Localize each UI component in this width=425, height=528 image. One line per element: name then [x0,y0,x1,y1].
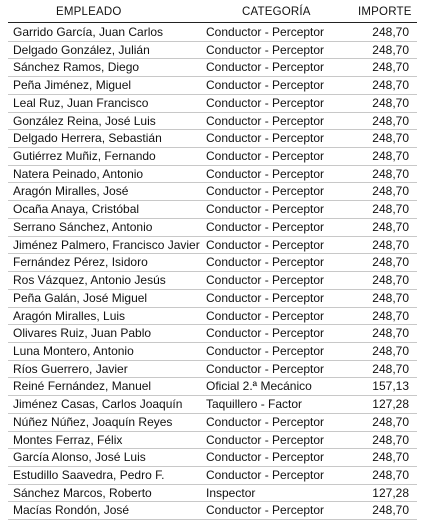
cell-categoria: Conductor - Perceptor [206,255,325,270]
cell-importe: 248,70 [372,219,409,234]
cell-categoria: Conductor - Perceptor [206,361,325,376]
cell-empleado: Natera Peinado, Antonio [13,166,144,181]
cell-empleado: Delgado González, Julián [13,42,150,57]
cell-importe: 248,70 [372,414,409,429]
cell-categoria: Conductor - Perceptor [206,450,325,465]
table-row [8,77,417,95]
cell-empleado: Leal Ruz, Juan Francisco [13,95,149,110]
cell-importe: 248,70 [372,503,409,518]
table-row [8,467,417,485]
cell-importe: 248,70 [372,149,409,164]
cell-importe: 248,70 [372,60,409,75]
cell-importe: 248,70 [372,308,409,323]
cell-categoria: Inspector [206,485,256,500]
table-row [8,414,417,432]
cell-importe: 248,70 [372,255,409,270]
table-row [8,502,417,520]
cell-categoria: Conductor - Perceptor [206,467,325,482]
table-row [8,272,417,290]
cell-empleado: Núñez Núñez, Joaquín Reyes [13,414,173,429]
header-divider [8,22,417,23]
table-row [8,361,417,379]
cell-empleado: Aragón Miralles, José [13,184,129,199]
cell-importe: 248,70 [372,237,409,252]
cell-empleado: Gutiérrez Muñiz, Fernando [13,149,156,164]
cell-empleado: Montes Ferraz, Félix [13,432,123,447]
cell-empleado: Peña Galán, José Miguel [13,290,148,305]
cell-importe: 248,70 [372,95,409,110]
table-row [8,201,417,219]
cell-categoria: Conductor - Perceptor [206,343,325,358]
cell-empleado: Jiménez Palmero, Francisco Javier [13,237,200,252]
cell-categoria: Conductor - Perceptor [206,308,325,323]
cell-empleado: Fernández Pérez, Isidoro [13,255,148,270]
table-body [0,24,425,520]
cell-categoria: Conductor - Perceptor [206,166,325,181]
table-row [8,59,417,77]
cell-empleado: Olivares Ruiz, Juan Pablo [13,326,152,341]
cell-importe: 248,70 [372,343,409,358]
cell-empleado: Sánchez Ramos, Diego [13,60,140,75]
table-row [8,166,417,184]
cell-empleado: Aragón Miralles, Luis [13,308,126,323]
cell-importe: 248,70 [372,467,409,482]
cell-categoria: Conductor - Perceptor [206,414,325,429]
column-header-importe: IMPORTE [358,6,412,18]
cell-empleado: García Alonso, José Luis [13,450,146,465]
table-row [8,396,417,414]
cell-categoria: Conductor - Perceptor [206,78,325,93]
cell-importe: 248,70 [372,78,409,93]
cell-importe: 248,70 [372,166,409,181]
table-row [8,432,417,450]
table-row [8,254,417,272]
cell-categoria: Conductor - Perceptor [206,273,325,288]
column-header-categoria: CATEGORÍA [242,6,311,18]
cell-categoria: Oficial 2.ª Mecánico [206,379,312,394]
cell-empleado: Ros Vázquez, Antonio Jesús [13,273,166,288]
cell-empleado: Jiménez Casas, Carlos Joaquín [13,397,183,412]
cell-empleado: Peña Jiménez, Miguel [13,78,132,93]
cell-importe: 157,13 [372,379,409,394]
cell-importe: 248,70 [372,113,409,128]
cell-importe: 248,70 [372,42,409,57]
cell-empleado: Sánchez Marcos, Roberto [13,485,152,500]
cell-empleado: González Reina, José Luis [13,113,156,128]
cell-categoria: Conductor - Perceptor [206,42,325,57]
cell-importe: 248,70 [372,361,409,376]
cell-categoria: Conductor - Perceptor [206,131,325,146]
cell-empleado: Luna Montero, Antonio [13,343,134,358]
cell-categoria: Conductor - Perceptor [206,432,325,447]
cell-empleado: Garrido García, Juan Carlos [13,25,164,39]
cell-categoria: Taquillero - Factor [206,397,303,412]
table-row [8,219,417,237]
table-row [8,95,417,113]
table-row [8,113,417,131]
cell-categoria: Conductor - Perceptor [206,202,325,217]
table-row [8,148,417,166]
cell-categoria: Conductor - Perceptor [206,237,325,252]
cell-importe: 248,70 [372,326,409,341]
table-row [8,24,417,42]
cell-importe: 248,70 [372,202,409,217]
cell-importe: 248,70 [372,450,409,465]
cell-empleado: Estudillo Saavedra, Pedro F. [13,467,165,482]
table-row [8,237,417,255]
table-row [8,308,417,326]
cell-empleado: Ocaña Anaya, Cristóbal [13,202,140,217]
cell-empleado: Delgado Herrera, Sebastián [13,131,162,146]
cell-importe: 127,28 [372,397,409,412]
cell-importe: 127,28 [372,485,409,500]
table-row [8,183,417,201]
cell-importe: 248,70 [372,131,409,146]
cell-categoria: Conductor - Perceptor [206,149,325,164]
column-header-empleado: EMPLEADO [56,6,122,18]
table-row [8,485,417,503]
cell-importe: 248,70 [372,25,409,39]
table-row [8,325,417,343]
cell-categoria: Conductor - Perceptor [206,219,325,234]
cell-categoria: Conductor - Perceptor [206,503,325,518]
cell-categoria: Conductor - Perceptor [206,113,325,128]
cell-empleado: Reiné Fernández, Manuel [13,379,152,394]
table-row [8,449,417,467]
table-row [8,290,417,308]
cell-importe: 248,70 [372,184,409,199]
cell-importe: 248,70 [372,273,409,288]
cell-empleado: Macías Rondón, José [13,503,130,518]
cell-importe: 248,70 [372,290,409,305]
cell-empleado: Serrano Sánchez, Antonio [13,219,153,234]
table-row [8,42,417,60]
cell-categoria: Conductor - Perceptor [206,290,325,305]
cell-categoria: Conductor - Perceptor [206,326,325,341]
cell-categoria: Conductor - Perceptor [206,25,325,39]
table-row [8,343,417,361]
cell-categoria: Conductor - Perceptor [206,184,325,199]
cell-empleado: Ríos Guerrero, Javier [13,361,128,376]
cell-importe: 248,70 [372,432,409,447]
cell-categoria: Conductor - Perceptor [206,95,325,110]
table-row [8,130,417,148]
table-row [8,378,417,396]
table-header [0,0,425,24]
cell-categoria: Conductor - Perceptor [206,60,325,75]
